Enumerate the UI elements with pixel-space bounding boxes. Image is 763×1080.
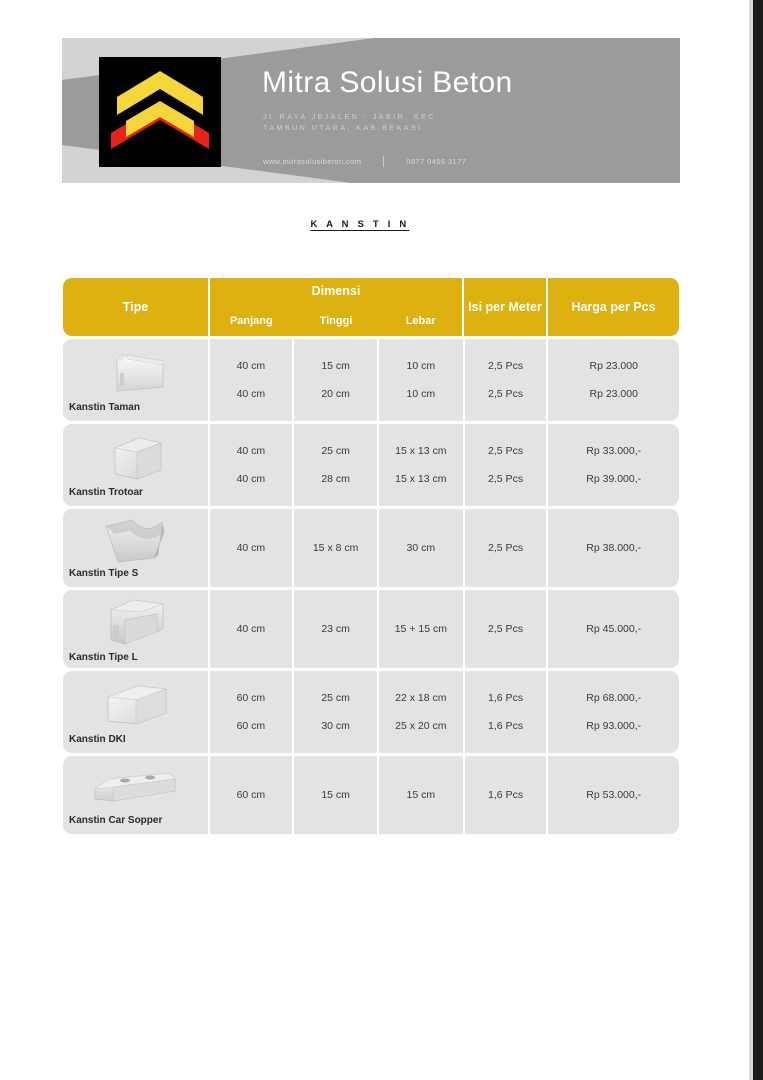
cell-lebar — [379, 339, 463, 421]
cell-panjang-value: 60 cm — [236, 692, 266, 704]
cell-isi-per-meter-value: 2,5 Pcs — [488, 623, 524, 635]
cell-tinggi — [294, 756, 377, 834]
table-row — [63, 756, 679, 834]
cell-tipe — [63, 509, 208, 587]
cell-isi-per-meter-value: 2,5 Pcs — [488, 360, 524, 372]
kanstin-car-sopper-block-icon — [63, 756, 208, 815]
tipe-label: Kanstin Trotoar — [69, 487, 143, 498]
cell-tinggi-value: 28 cm — [321, 473, 350, 485]
cell-isi-per-meter — [465, 509, 547, 587]
cell-lebar-value: 15 x 13 cm — [395, 473, 447, 485]
column-header-harga-per-pcs: Harga per Pcs — [548, 278, 679, 336]
cell-lebar-value: 15 x 13 cm — [395, 445, 447, 457]
cell-harga-per-pcs — [548, 339, 679, 421]
cell-panjang-value: 40 cm — [236, 360, 266, 372]
cell-lebar — [379, 424, 463, 506]
table-body — [63, 339, 679, 834]
cell-isi-per-meter-value: 2,5 Pcs — [488, 473, 524, 485]
cell-tinggi-value: 23 cm — [321, 623, 350, 635]
column-header-dimensi: Dimensi — [210, 278, 462, 304]
cell-panjang — [210, 590, 293, 668]
company-website[interactable]: www.mitrasolusibeton.com — [263, 157, 362, 166]
kanstin-taman-block-icon — [63, 339, 208, 402]
cell-tinggi-value: 25 cm — [321, 692, 350, 704]
column-header-isi-per-meter: Isi per Meter — [464, 278, 546, 336]
cell-tipe — [63, 671, 208, 753]
cell-isi-per-meter — [465, 339, 547, 421]
cell-tinggi-value: 15 cm — [321, 360, 350, 372]
company-phone: 0877 0456 3177 — [406, 157, 467, 166]
cell-panjang-value: 60 cm — [236, 720, 266, 732]
table-row — [63, 590, 679, 668]
company-banner — [62, 38, 680, 183]
cell-harga-per-pcs-value: Rp 33.000,- — [586, 445, 642, 457]
contact-divider — [383, 156, 384, 167]
cell-lebar-value: 15 + 15 cm — [394, 623, 447, 635]
cell-harga-per-pcs — [548, 590, 679, 668]
cell-harga-per-pcs — [548, 671, 679, 753]
column-header-dimensi-subs — [210, 306, 462, 336]
cell-tinggi — [294, 590, 377, 668]
cell-panjang-value: 60 cm — [236, 789, 266, 801]
cell-isi-per-meter — [465, 671, 547, 753]
tipe-label: Kanstin Tipe L — [69, 652, 138, 663]
cell-lebar — [379, 509, 463, 587]
table-row — [63, 424, 679, 506]
company-address-line1: JL RAYA JEJALEN - JABIR, KEC — [263, 112, 436, 121]
company-address — [263, 111, 436, 133]
company-logo — [99, 57, 221, 167]
cell-lebar-value: 15 cm — [406, 789, 436, 801]
cell-harga-per-pcs-value: Rp 45.000,- — [586, 623, 642, 635]
company-name: Mitra Solusi Beton — [262, 66, 513, 99]
kanstin-price-table — [63, 278, 679, 834]
cell-harga-per-pcs — [548, 424, 679, 506]
cell-tipe — [63, 424, 208, 506]
cell-panjang — [210, 424, 293, 506]
cell-tinggi-value: 15 x 8 cm — [312, 542, 359, 554]
cell-isi-per-meter-value: 2,5 Pcs — [488, 542, 524, 554]
cell-tipe — [63, 756, 208, 834]
page-scroll-strip[interactable] — [753, 0, 763, 1080]
cell-tinggi — [294, 424, 377, 506]
cell-isi-per-meter-value: 2,5 Pcs — [488, 445, 524, 457]
cell-tipe — [63, 339, 208, 421]
cell-lebar-value: 30 cm — [406, 542, 436, 554]
cell-harga-per-pcs-value: Rp 68.000,- — [586, 692, 642, 704]
cell-panjang — [210, 671, 293, 753]
cell-panjang — [210, 756, 293, 834]
column-header-lebar: Lebar — [379, 306, 462, 336]
cell-tipe — [63, 590, 208, 668]
cell-isi-per-meter-value: 1,6 Pcs — [488, 789, 524, 801]
company-address-line2: TAMBUN UTARA, KAB.BEKASI — [263, 123, 423, 132]
cell-panjang-value: 40 cm — [236, 473, 266, 485]
double-chevron-logo-icon — [99, 57, 221, 167]
company-contact — [263, 156, 466, 167]
table-row — [63, 509, 679, 587]
cell-harga-per-pcs-value: Rp 93.000,- — [586, 720, 642, 732]
cell-panjang-value: 40 cm — [236, 388, 266, 400]
table-row — [63, 671, 679, 753]
cell-lebar-value: 10 cm — [406, 360, 436, 372]
cell-panjang-value: 40 cm — [236, 623, 266, 635]
cell-lebar-value: 25 x 20 cm — [395, 720, 447, 732]
cell-harga-per-pcs-value: Rp 23.000 — [589, 388, 638, 400]
cell-lebar-value: 10 cm — [406, 388, 436, 400]
cell-tinggi-value: 20 cm — [321, 388, 350, 400]
kanstin-tipe-l-block-icon — [63, 590, 208, 652]
cell-panjang — [210, 339, 293, 421]
cell-panjang — [210, 509, 293, 587]
cell-harga-per-pcs — [548, 509, 679, 587]
cell-isi-per-meter-value: 2,5 Pcs — [488, 388, 524, 400]
cell-harga-per-pcs-value: Rp 38.000,- — [586, 542, 642, 554]
tipe-label: Kanstin Tipe S — [69, 568, 139, 579]
kanstin-dki-block-icon — [63, 671, 208, 734]
kanstin-trotoar-block-icon — [63, 424, 208, 487]
cell-lebar — [379, 590, 463, 668]
cell-tinggi — [294, 339, 377, 421]
cell-tinggi-value: 30 cm — [321, 720, 350, 732]
cell-panjang-value: 40 cm — [236, 542, 266, 554]
column-header-dimensi-group — [210, 278, 462, 336]
cell-lebar — [379, 756, 463, 834]
cell-isi-per-meter-value: 1,6 Pcs — [488, 720, 524, 732]
cell-isi-per-meter — [465, 424, 547, 506]
table-row — [63, 339, 679, 421]
cell-tinggi — [294, 509, 377, 587]
cell-harga-per-pcs-value: Rp 39.000,- — [586, 473, 642, 485]
column-header-tipe: Tipe — [63, 278, 208, 336]
table-header-row — [63, 278, 679, 336]
kanstin-tipe-s-block-icon — [63, 509, 208, 568]
cell-harga-per-pcs-value: Rp 23.000 — [589, 360, 638, 372]
tipe-label: Kanstin Car Sopper — [69, 815, 163, 826]
cell-isi-per-meter — [465, 756, 547, 834]
tipe-label: Kanstin DKI — [69, 734, 126, 745]
column-header-tinggi: Tinggi — [295, 306, 378, 336]
cell-harga-per-pcs-value: Rp 53.000,- — [586, 789, 642, 801]
page-title: K A N S T I N — [310, 219, 410, 230]
cell-harga-per-pcs — [548, 756, 679, 834]
tipe-label: Kanstin Taman — [69, 402, 140, 413]
cell-tinggi-value: 15 cm — [321, 789, 350, 801]
cell-panjang-value: 40 cm — [236, 445, 266, 457]
cell-lebar-value: 22 x 18 cm — [395, 692, 447, 704]
cell-tinggi — [294, 671, 377, 753]
cell-isi-per-meter-value: 1,6 Pcs — [488, 692, 524, 704]
cell-isi-per-meter — [465, 590, 547, 668]
column-header-panjang: Panjang — [210, 306, 293, 336]
cell-tinggi-value: 25 cm — [321, 445, 350, 457]
cell-lebar — [379, 671, 463, 753]
